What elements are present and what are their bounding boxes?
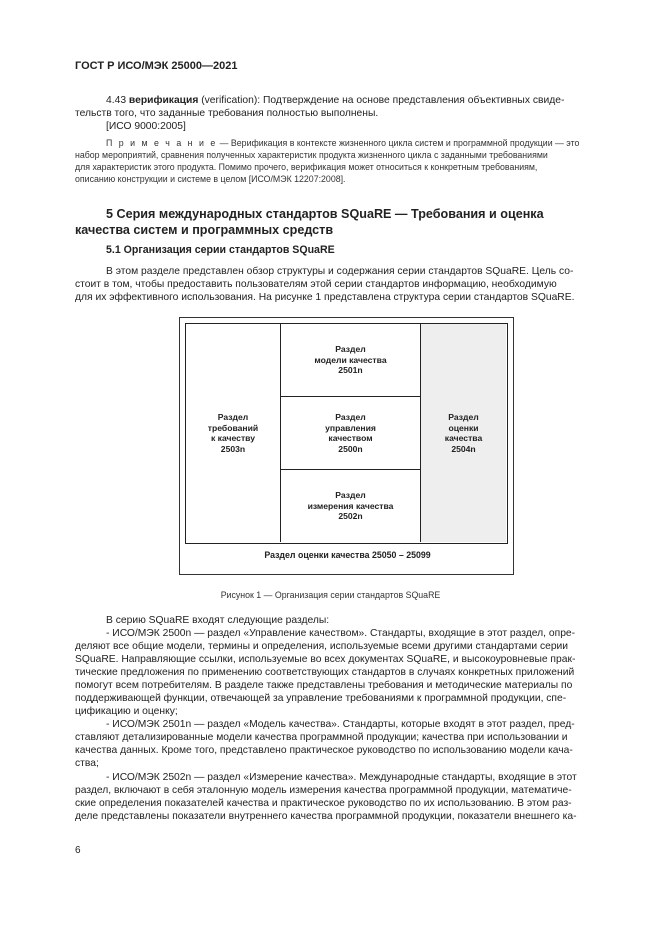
section-5-title-line-1: 5 Серия международных стандартов SQuaRE — Требования и оценка — [106, 207, 544, 221]
figure-footer-label: Раздел оценки качества 25050 – 25099 — [264, 550, 431, 560]
item3-line-2: раздел, включают в себя эталонную модель измерения качества программной продукции, математиче- — [75, 785, 572, 796]
page-header: ГОСТ Р ИСО/МЭК 25000—2021 — [75, 60, 238, 72]
item2-line-2: ставляют детализированные модели качества программной продукции; качества при использовании и — [75, 732, 568, 743]
figure-cell-quality-management — [281, 397, 420, 470]
figure-caption: Рисунок 1 — Организация серии стандартов SQuaRE — [220, 590, 441, 600]
definition-source: [ИСО 9000:2005] — [106, 121, 186, 132]
section-5-title-line-2: качества систем и программных средств — [75, 223, 334, 237]
figure-square-organization — [179, 317, 514, 575]
section-5-1-title: 5.1 Организация серии стандартов SQuaRE — [106, 244, 335, 256]
note-line-1 — [106, 138, 614, 150]
figure-model-line-1: Раздел — [335, 344, 366, 355]
section-5-1-para-line-1: В этом разделе представлен обзор структуры и содержания серии стандартов SQuaRE. Цель со- — [106, 266, 574, 277]
body-intro: В серию SQuaRE входят следующие разделы: — [106, 615, 330, 626]
section-5-1-para-line-3: для их эффективного использования. На рисунке 1 представлена структура серии стандартов SQuaRE. — [75, 292, 575, 303]
figure-cell-quality-measurement — [281, 470, 420, 542]
item3-line-4: деле представлены показатели внутреннего качества программной продукции, показатели внешнего ка- — [75, 811, 577, 822]
figure-requirements-line-3: к качеству — [210, 433, 256, 443]
item1-line-3: SQuaRE. Направляющие ссылки, используемые во всех документах SQuaRE, и высокоуровневые прак- — [75, 654, 576, 665]
figure-model-line-3: 2501n — [338, 365, 363, 376]
figure-management-line-2: управления — [325, 422, 376, 433]
figure-measurement-line-3: 2502n — [338, 511, 363, 522]
definition-term: верификация — [128, 95, 199, 106]
item1-line-2: деляют все общие модели, термины и определения, используемые всеми другими стандартами серии — [75, 641, 569, 652]
figure-requirements-line-1: Раздел — [217, 412, 249, 422]
figure-measurement-line-1: Раздел — [335, 490, 366, 501]
figure-requirements-line-2: требований — [207, 422, 259, 433]
item2-line-3: качества данных. Кроме того, представлено практическое руководство по использованию модели кача- — [75, 745, 573, 756]
item1-line-1: - ИСО/МЭК 2500n — раздел «Управление качеством». Стандарты, входящие в этот раздел, опре- — [106, 628, 576, 639]
figure-management-line-1: Раздел — [335, 412, 366, 422]
figure-frame — [185, 323, 508, 544]
figure-management-line-3: качеством — [328, 433, 373, 443]
figure-requirements-line-4: 2503n — [220, 443, 246, 454]
figure-management-line-4: 2500n — [338, 443, 363, 454]
item3-line-1: - ИСО/МЭК 2502n — раздел «Измерение качества». Международные стандарты, входящие в этот — [106, 772, 577, 783]
figure-evaluation-line-4: 2504n — [451, 443, 476, 454]
page-number: 6 — [75, 845, 81, 856]
figure-evaluation-line-3: качества — [444, 433, 483, 443]
figure-cell-requirements — [186, 324, 281, 542]
item1-line-6: поддерживающей функции, отвечающей за управление требованиями к программной продукции, спе- — [75, 693, 567, 704]
definition-text-1: (verification): Подтверждение на основе представления объективных свиде- — [201, 95, 565, 106]
figure-cell-quality-evaluation — [420, 324, 506, 542]
figure-cell-quality-model — [281, 324, 420, 397]
item1-line-7: цификацию и оценку; — [75, 706, 178, 717]
section-5-1-para-line-2: стоит в том, чтобы предоставить пользователям этой серии стандартов информацию, необходимую — [75, 279, 557, 290]
note-line-4: описанию конструкции и системе в целом [ИСО/МЭК 12207:2008]. — [75, 174, 346, 184]
figure-evaluation-line-2: оценки — [448, 422, 479, 433]
definition-line-1 — [106, 94, 614, 107]
figure-measurement-line-2: измерения качества — [307, 500, 394, 511]
figure-evaluation-line-1: Раздел — [448, 412, 479, 422]
item1-line-5: помогут всем потребителям. В разделе также представлены требования и методические материалы по — [75, 680, 573, 691]
item3-line-3: ские определения показателей качества и практическое руководство по их использованию. В этом раз- — [75, 798, 572, 809]
note-text-1: — Верификация в контексте жизненного цикла систем и программной продукции — это — [219, 138, 580, 148]
definition-number: 4.43 — [106, 95, 127, 106]
figure-model-line-2: модели качества — [314, 354, 387, 365]
note-line-3: для характеристик этого продукта. Помимо прочего, верификация может относиться к конкретным требованиям, — [75, 162, 538, 172]
item2-line-4: ства; — [75, 758, 99, 769]
item2-line-1: - ИСО/МЭК 2501n — раздел «Модель качества». Стандарты, которые входят в этот раздел, пред- — [106, 719, 575, 730]
definition-line-2: тельств того, что заданные требования полностью выполнены. — [75, 108, 379, 119]
item1-line-4: тические предложения по применению соответствующих стандартов в случаях конкретных приложений — [75, 667, 575, 678]
note-line-2: набор мероприятий, сравнения полученных характеристик продукта жизненного цикла с заданными требованиями — [75, 150, 548, 160]
note-label: П р и м е ч а н и е — [106, 138, 218, 148]
